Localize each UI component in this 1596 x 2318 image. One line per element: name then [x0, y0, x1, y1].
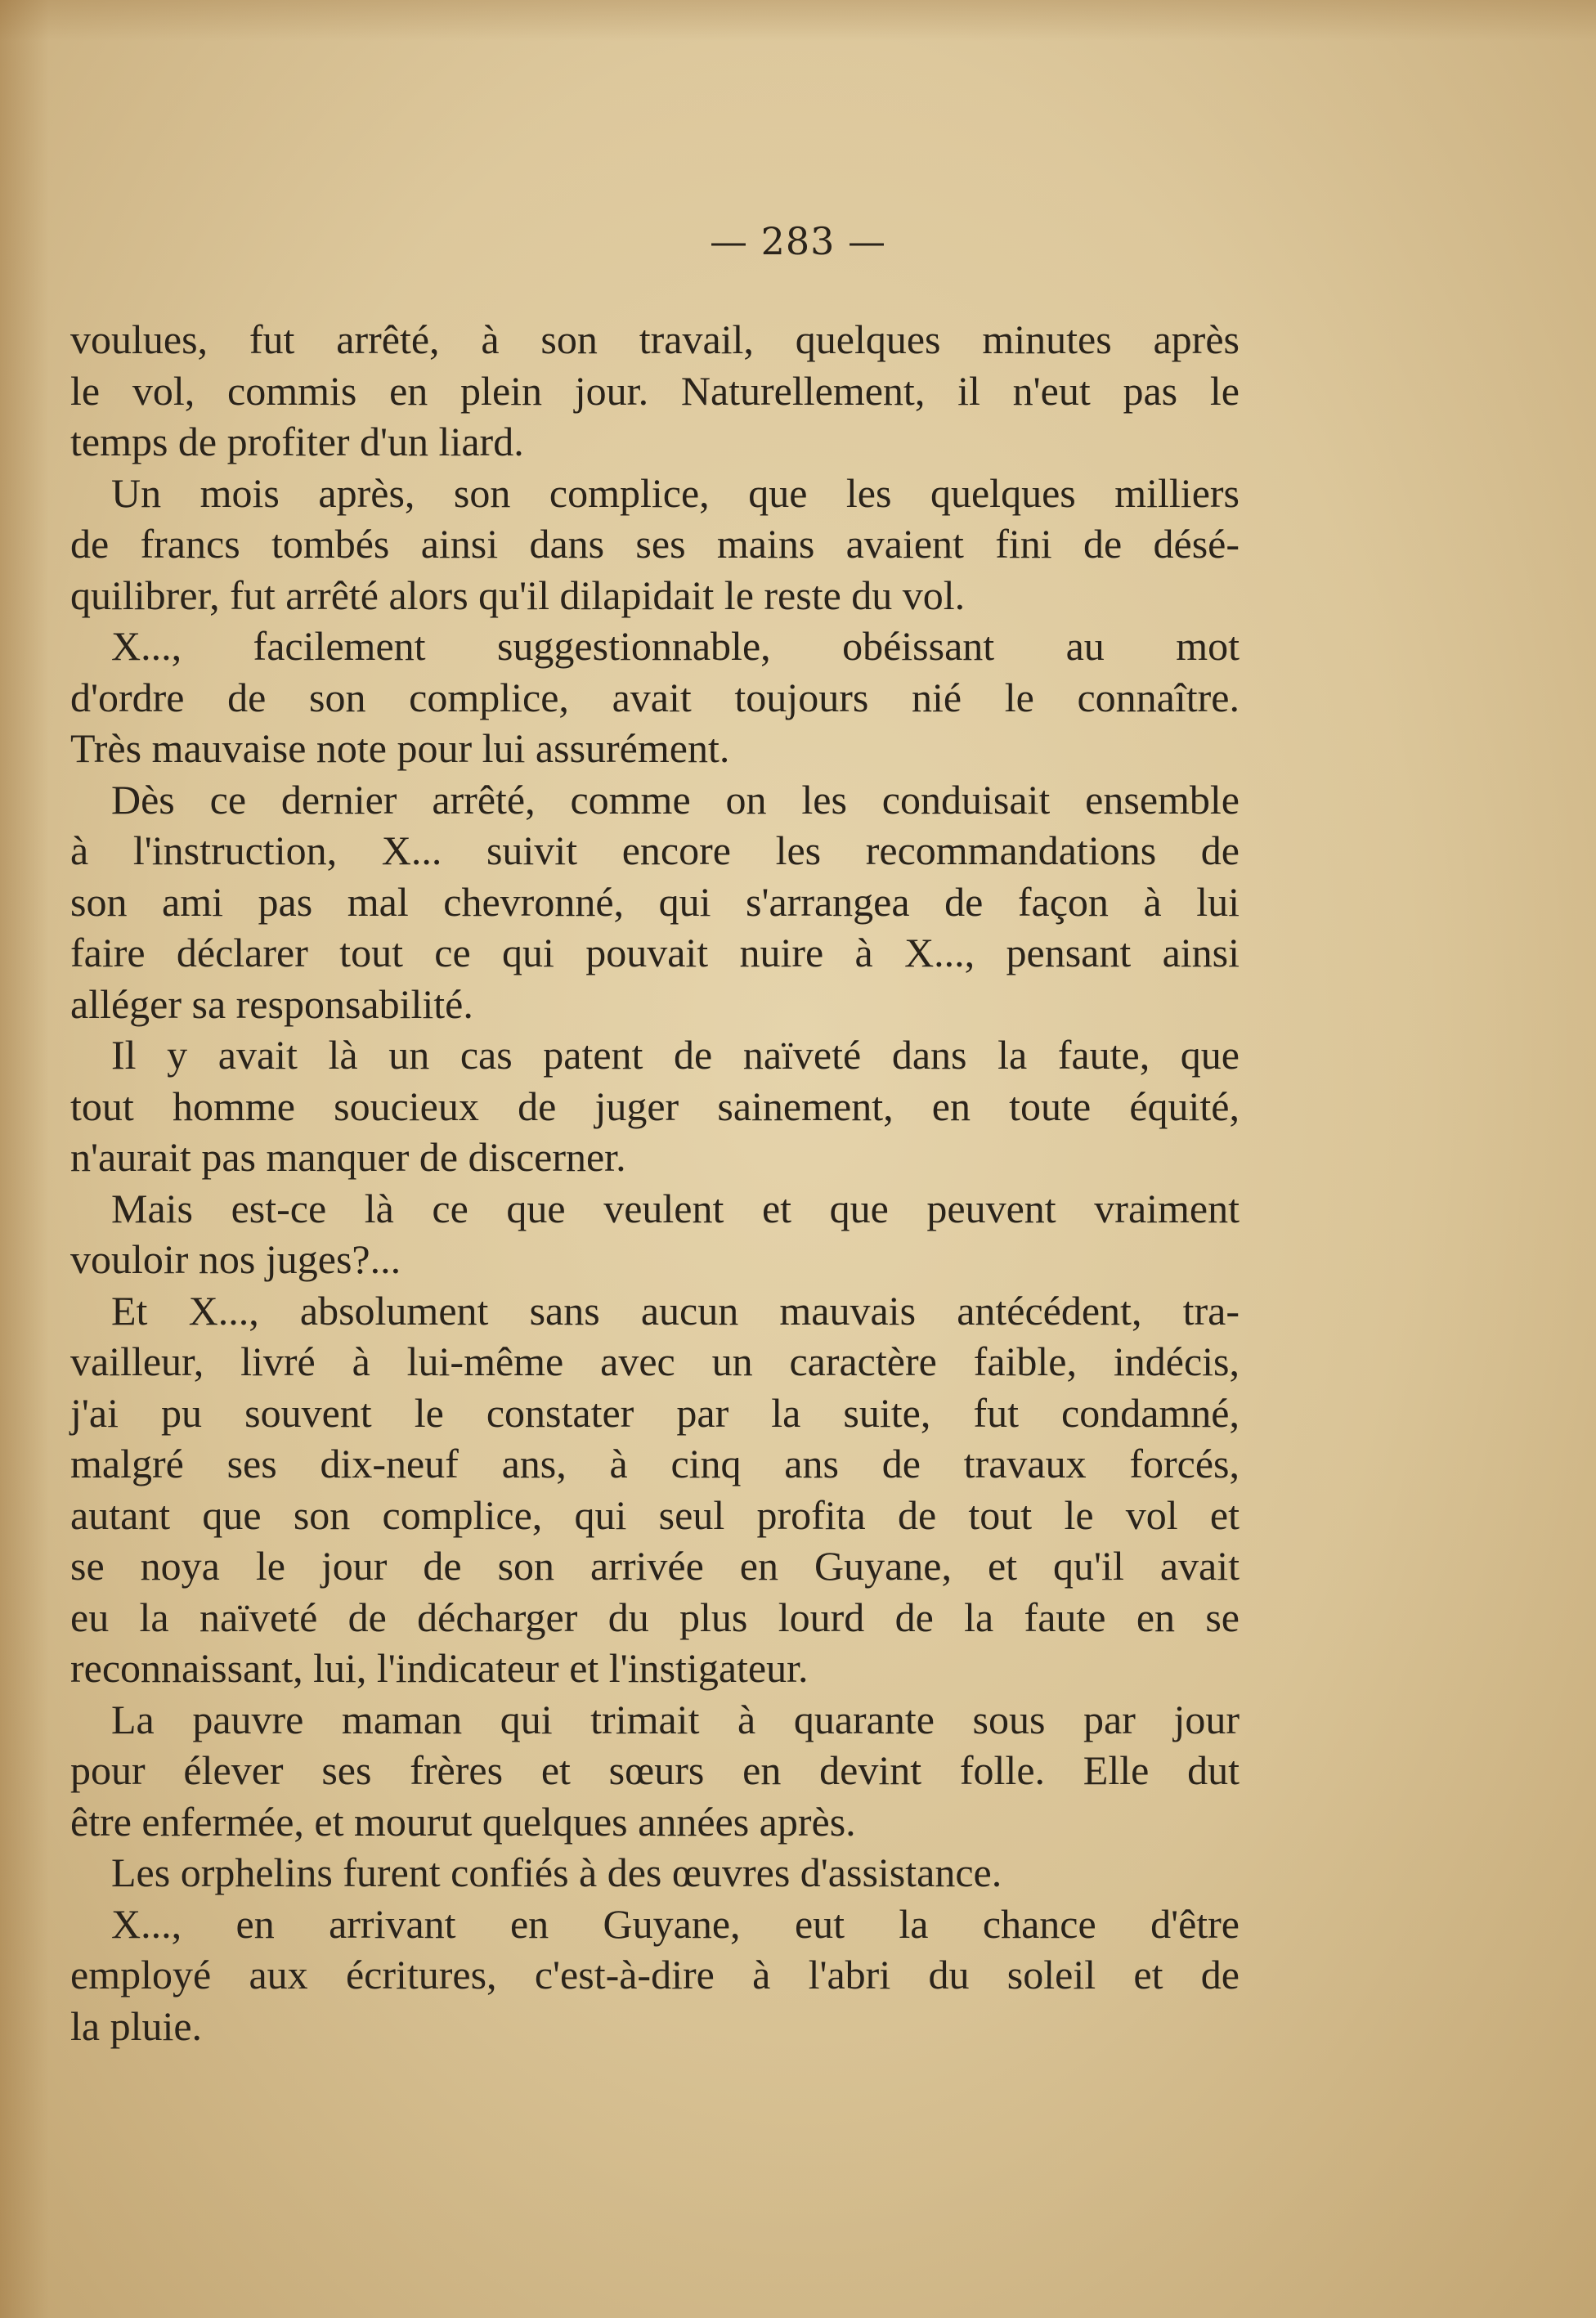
text-line: X..., en arrivant en Guyane, eut la chance d'être — [111, 1900, 1240, 1947]
text-line: se noya le jour de son arrivée en Guyane, et qu'il avait — [70, 1543, 1240, 1589]
text-line: Et X..., absolument sans aucun mauvais antécédent, tra- — [111, 1287, 1240, 1334]
text-line: être enfermée, et mourut quelques années après. — [70, 1798, 856, 1845]
text-line: Dès ce dernier arrêté, comme on les conduisait ensemble — [111, 776, 1240, 823]
text-line: autant que son complice, qui seul profita de tout le vol et — [70, 1491, 1240, 1538]
text-line: voulues, fut arrêté, à son travail, quelques minutes après — [70, 316, 1240, 362]
text-line: la pluie. — [70, 2002, 203, 2049]
page-number: — 283 — — [709, 219, 887, 263]
text-line: j'ai pu souvent le constater par la suite, fut condamné, — [70, 1389, 1240, 1436]
text-line: vailleur, livré à lui-même avec un caractère faible, indécis, — [70, 1338, 1240, 1384]
text-line: pour élever ses frères et sœurs en devint folle. Elle dut — [70, 1747, 1240, 1793]
text-line: Les orphelins furent confiés à des œuvres d'assistance. — [111, 1849, 1002, 1895]
text-line: Mais est-ce là ce que veulent et que peuvent vraiment — [111, 1185, 1240, 1231]
text-line: employé aux écritures, c'est-à-dire à l'abri du soleil et de — [70, 1952, 1240, 1997]
text-line: faire déclarer tout ce qui pouvait nuire à X..., pensant ainsi — [70, 930, 1240, 975]
text-line: son ami pas mal chevronné, qui s'arrangea de façon à lui — [70, 878, 1240, 925]
text-line: n'aurait pas manquer de discerner. — [70, 1134, 626, 1180]
text-line: eu la naïveté de décharger du plus lourd de la faute en se — [70, 1594, 1240, 1640]
text-line: alléger sa responsabilité. — [70, 980, 473, 1027]
body-text — [70, 314, 1240, 2051]
text-line: Il y avait là un cas patent de naïveté dans la faute, que — [111, 1032, 1240, 1078]
text-line: temps de profiter d'un liard. — [70, 419, 524, 464]
page-shadow-left — [0, 0, 49, 2318]
text-line: vouloir nos juges?... — [70, 1236, 401, 1282]
text-line: tout homme soucieux de juger sainement, en toute équité, — [70, 1083, 1240, 1129]
text-line: quilibrer, fut arrêté alors qu'il dilapidait le reste du vol. — [70, 572, 966, 618]
text-line: d'ordre de son complice, avait toujours nié le connaître. — [70, 674, 1240, 720]
text-line: La pauvre maman qui trimait à quarante sous par jour — [111, 1696, 1240, 1742]
text-line: Très mauvaise note pour lui assurément. — [70, 725, 730, 771]
text-line: malgré ses dix-neuf ans, à cinq ans de travaux forcés, — [70, 1441, 1240, 1486]
text-line: à l'instruction, X... suivit encore les recommandations de — [70, 827, 1240, 873]
text-line: le vol, commis en plein jour. Naturellement, il n'eut pas le — [70, 367, 1240, 414]
page-shadow-top — [0, 0, 1596, 41]
text-line: X..., facilement suggestionnable, obéissant au mot — [111, 623, 1240, 669]
text-line: reconnaissant, lui, l'indicateur et l'instigateur. — [70, 1645, 809, 1691]
text-line: Un mois après, son complice, que les quelques milliers — [111, 469, 1240, 516]
text-line: de francs tombés ainsi dans ses mains avaient fini de désé- — [70, 521, 1240, 567]
